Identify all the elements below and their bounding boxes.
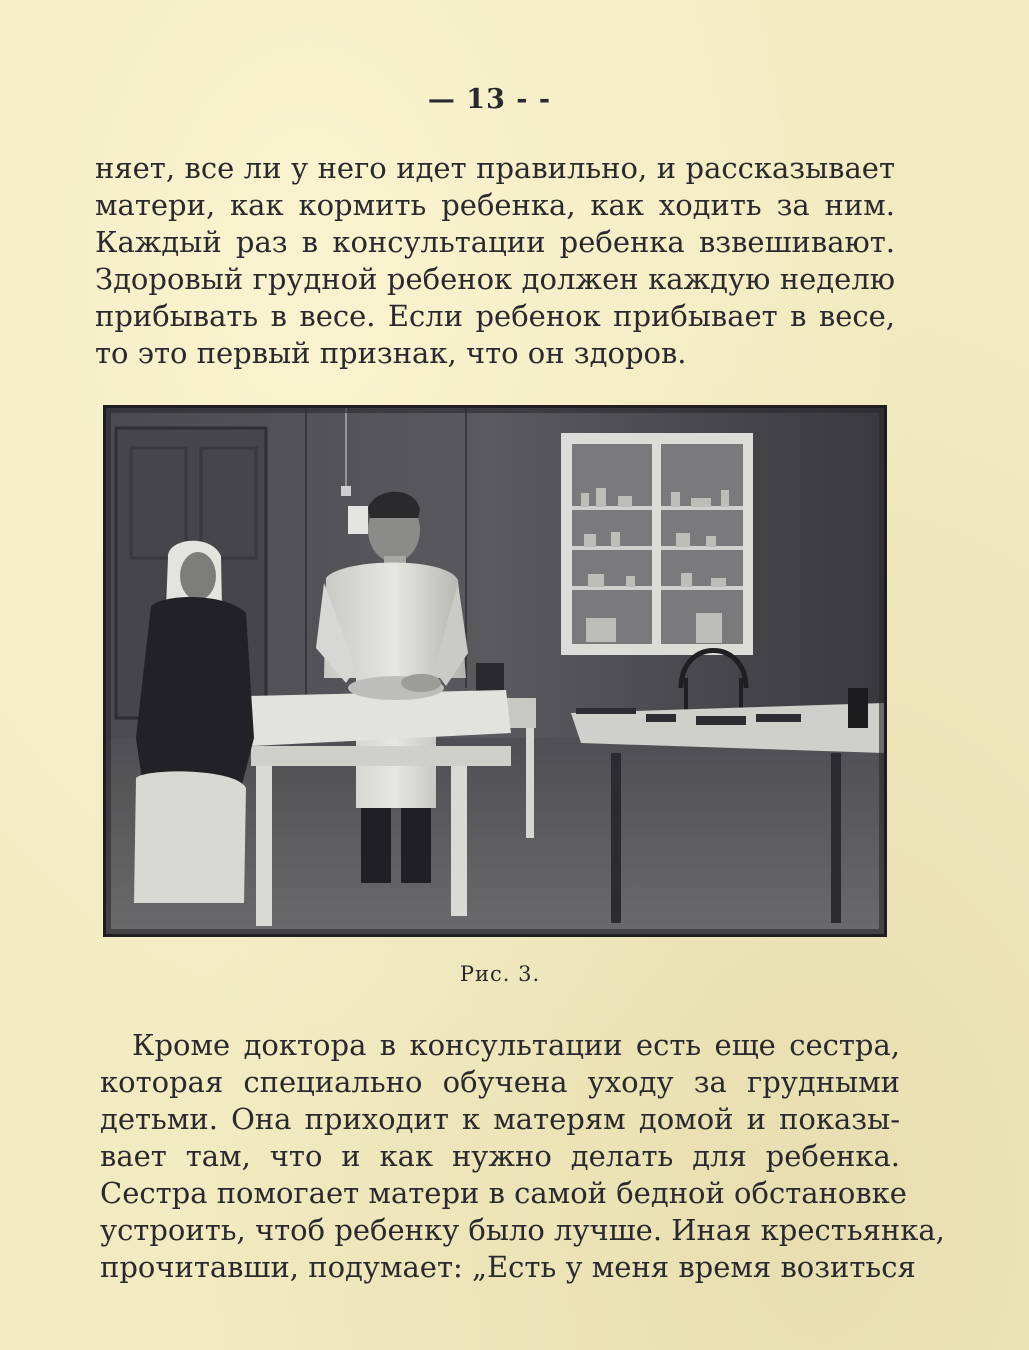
clinic-photo bbox=[106, 408, 884, 934]
text-line: детьми. Она приходит к матерям домой и показы- bbox=[100, 1102, 900, 1136]
text-line: Каждый раз в консультации ребенка взвешивают. bbox=[95, 225, 895, 259]
text-line: Здоровый грудной ребенок должен каждую неделю bbox=[95, 262, 895, 296]
photo-figure bbox=[103, 405, 887, 937]
paragraph-top bbox=[95, 150, 895, 372]
text-line: няет, все ли у него идет правильно, и рассказывает bbox=[95, 151, 895, 185]
paragraph-bottom bbox=[100, 1027, 945, 1286]
page-number: — 13 - - bbox=[427, 84, 552, 115]
text-line: которая специально обучена уходу за грудными bbox=[100, 1065, 900, 1099]
text-line: устроить, чтоб ребенку было лучше. Иная крестьянка, bbox=[100, 1213, 945, 1247]
text-line: вает там, что и как нужно делать для ребенка. bbox=[100, 1139, 900, 1173]
figure-caption: Рис. 3. bbox=[459, 962, 541, 986]
text-line: Кроме доктора в консультации есть еще сестра, bbox=[132, 1028, 900, 1062]
text-line: прибывать в весе. Если ребенок прибывает в весе, bbox=[95, 299, 895, 333]
text-line: Сестра помогает матери в самой бедной обстановке bbox=[100, 1176, 907, 1210]
text-line: матери, как кормить ребенка, как ходить за ним. bbox=[95, 188, 895, 222]
text-line: то это первый признак, что он здоров. bbox=[95, 336, 687, 370]
text-line: прочитавши, подумает: „Есть у меня время возиться bbox=[100, 1250, 916, 1284]
